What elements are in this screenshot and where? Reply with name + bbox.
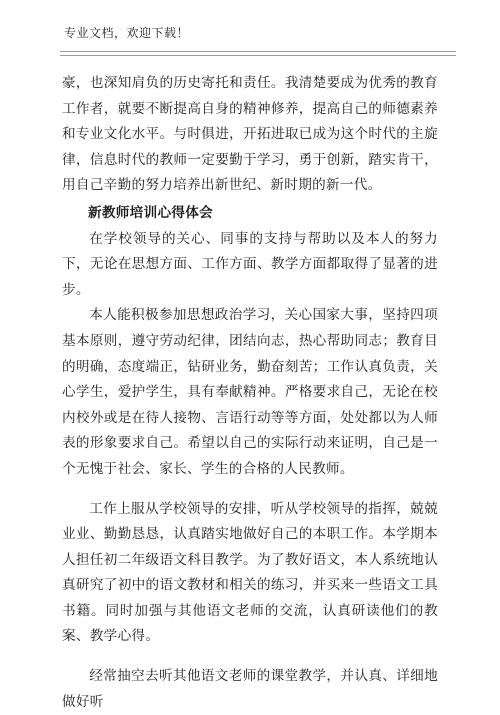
document-body — [62, 71, 438, 715]
section-title: 新教师培训心得体会 — [88, 204, 214, 221]
intro-paragraph: 豪，也深知肩负的历史寄托和责任。我清楚要成为优秀的教育工作者，就要不断提高自身的精神修养，提高自己的师德素养和专业文化水平。与时俱进，开拓进取已成为这个时代的主旋律，信息时代的教师一定要勤于学习，勇于创新，踏实肯干，用自己辛勤的努力培养出新世纪、新时期的新一代。 — [62, 75, 438, 194]
body-paragraph-4: 经常抽空去听其他语文老师的课堂教学，并认真、详细地做好听 — [62, 668, 438, 710]
document-header-label: 专业文档，欢迎下载！ — [64, 26, 190, 40]
body-paragraph-1: 在学校领导的关心、同事的支持与帮助以及本人的努力下，无论在思想方面、工作方面、教学方面都取得了显著的进步。 — [62, 230, 438, 298]
header-divider-bottom — [60, 55, 456, 56]
body-paragraph-2: 本人能积极参加思想政治学习，关心国家大事，坚持四项基本原则，遵守劳动纪律，团结向志，热心帮助同志；教育目的明确，态度端正，钻研业务，勤奋刻苦；工作认真负责，关心学生，爱护学生，具有奉献精神。严格要求自己，无论在校内校外或是在待人接物、言语行动等等方面，处处都以为人师表的形象要求自己。希望以自己的实际行动来证明，自己是一个无愧于社会、家长、学生的合格的人民教师。 — [62, 307, 438, 477]
body-paragraph-3: 工作上服从学校领导的安排，听从学校领导的指挥，兢兢业业、勤勤恳恳，认真踏实地做好自己的本职工作。本学期本人担任初二年级语文科目教学。为了教好语文，本人系统地认真研究了初中的语文教材和相关的练习，并买来一些语文工具书籍。同时加强与其他语文老师的交流，认真研读他们的教案、教学心得。 — [62, 500, 438, 645]
header-divider-top — [60, 51, 456, 52]
